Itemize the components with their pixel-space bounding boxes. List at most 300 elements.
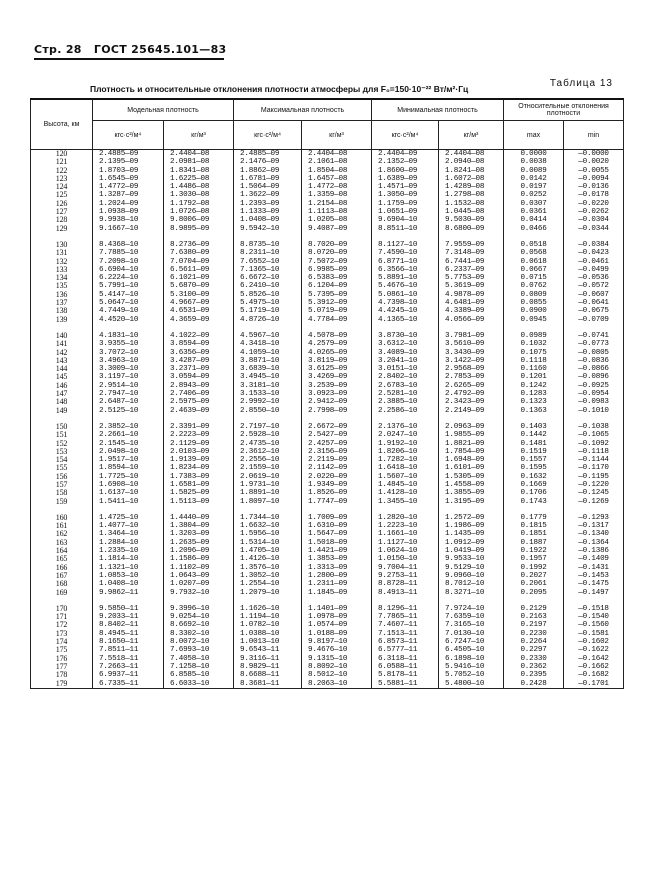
value-cell: —0.0925 (564, 382, 624, 390)
value-cell: 0.2395 (504, 671, 564, 679)
value-cell: 8.1296—11 (372, 605, 439, 613)
altitude-cell: 169 (31, 589, 93, 597)
altitude-cell: 157 (31, 481, 93, 489)
table-row (31, 349, 624, 357)
table-row (31, 605, 624, 613)
table-row (31, 663, 624, 671)
value-cell: 4.8726—10 (234, 316, 302, 324)
value-cell: 8.3271—10 (439, 589, 504, 597)
spacer-cell (164, 324, 234, 332)
value-cell: 0.1283 (504, 390, 564, 398)
value-cell: 2.7406—09 (164, 390, 234, 398)
value-cell: 7.4607—11 (372, 621, 439, 629)
value-cell: 4.6531—09 (164, 307, 234, 315)
value-cell: 7.1365—10 (234, 266, 302, 274)
altitude-cell: 162 (31, 530, 93, 538)
value-cell: 2.0940—08 (439, 158, 504, 166)
value-cell: 9.9533—10 (439, 555, 504, 563)
spacer-cell (439, 597, 504, 605)
value-cell: 1.6781—09 (234, 175, 302, 183)
value-cell: 1.3853—09 (302, 555, 372, 563)
value-cell: 8.0072—10 (164, 638, 234, 646)
value-cell: 2.6783—10 (372, 382, 439, 390)
value-cell: 9.1315—10 (302, 655, 372, 663)
altitude-cell: 158 (31, 489, 93, 497)
value-cell: —0.1642 (564, 655, 624, 663)
value-cell: 6.8585—10 (164, 671, 234, 679)
value-cell: 4.7398—10 (372, 299, 439, 307)
value-cell: 2.3885—10 (372, 398, 439, 406)
altitude-cell: 161 (31, 522, 93, 530)
value-cell: 1.2572—09 (439, 514, 504, 522)
table-row (31, 489, 624, 497)
value-cell: 8.7020—09 (302, 241, 372, 249)
col-altitude: Высота, км (31, 99, 93, 150)
altitude-cell: 173 (31, 630, 93, 638)
table-row (31, 216, 624, 224)
altitude-cell: 156 (31, 473, 93, 481)
value-cell: 1.5314—10 (234, 539, 302, 547)
gost-number: ГОСТ 25645.101—83 (93, 43, 227, 56)
value-cell: 5.1719—10 (234, 307, 302, 315)
value-cell: 9.1667—10 (93, 225, 164, 233)
altitude-cell: 168 (31, 580, 93, 588)
value-cell: 7.0130—10 (439, 630, 504, 638)
value-cell: 7.5518—11 (93, 655, 164, 663)
value-cell: 8.4945—11 (93, 630, 164, 638)
table-row (31, 530, 624, 538)
value-cell: —0.0741 (564, 332, 624, 340)
value-cell: 1.7854—09 (439, 448, 504, 456)
value-cell: 1.0574—09 (302, 621, 372, 629)
value-cell: 2.8550—10 (234, 407, 302, 415)
value-cell: 1.1814—10 (93, 555, 164, 563)
table-row (31, 175, 624, 183)
value-cell: —0.0020 (564, 158, 624, 166)
spacer-cell (439, 233, 504, 241)
value-cell: 1.8526—09 (302, 489, 372, 497)
value-cell: 1.2311—09 (302, 580, 372, 588)
spacer-cell (234, 506, 302, 514)
value-cell: 7.2098—10 (93, 258, 164, 266)
value-cell: —0.1581 (564, 630, 624, 638)
table-row (31, 522, 624, 530)
value-cell: 1.5113—09 (164, 498, 234, 506)
value-cell: 1.4440—09 (164, 514, 234, 522)
value-cell: 1.2798—08 (439, 191, 504, 199)
value-cell: —0.1386 (564, 547, 624, 555)
altitude-cell: 155 (31, 464, 93, 472)
value-cell: 9.0960—10 (439, 572, 504, 580)
value-cell: 1.3030—08 (164, 191, 234, 199)
value-cell: 1.2554—10 (234, 580, 302, 588)
value-cell: 1.0853—10 (93, 572, 164, 580)
value-cell: 2.0220—09 (302, 473, 372, 481)
value-cell: 2.0981—08 (164, 158, 234, 166)
value-cell: 2.5125—10 (93, 407, 164, 415)
value-cell: 1.6389—09 (372, 175, 439, 183)
value-cell: 1.0643—09 (164, 572, 234, 580)
altitude-cell: 167 (31, 572, 93, 580)
value-cell: 2.6672—09 (302, 423, 372, 431)
value-cell: 1.3855—09 (439, 489, 504, 497)
value-cell: 7.3148—09 (439, 249, 504, 257)
value-cell: 1.0445—08 (439, 208, 504, 216)
value-cell: 4.1022—09 (164, 332, 234, 340)
value-cell: 9.6904—10 (372, 216, 439, 224)
altitude-cell: 179 (31, 680, 93, 689)
value-cell: 1.6225—08 (164, 175, 234, 183)
value-cell: 1.2079—10 (234, 589, 302, 597)
value-cell: 2.0498—10 (93, 448, 164, 456)
table-row (31, 398, 624, 406)
value-cell: 1.1792—08 (164, 200, 234, 208)
spacer-cell (93, 506, 164, 514)
value-cell: 2.1061—08 (302, 158, 372, 166)
value-cell: 0.1992 (504, 564, 564, 572)
value-cell: —0.1092 (564, 440, 624, 448)
value-cell: 1.0651—09 (372, 208, 439, 216)
col-rel-min: min (564, 121, 624, 150)
value-cell: —0.0836 (564, 357, 624, 365)
value-cell: 6.2224—10 (93, 274, 164, 282)
spacer-cell (302, 233, 372, 241)
value-cell: —0.0094 (564, 175, 624, 183)
table-row (31, 183, 624, 191)
value-cell: 8.2063—10 (302, 680, 372, 689)
value-cell: 2.2661—10 (93, 431, 164, 439)
table-row (31, 407, 624, 415)
value-cell: 1.0207—09 (164, 580, 234, 588)
value-cell: 1.8703—09 (93, 167, 164, 175)
value-cell: 0.0252 (504, 191, 564, 199)
value-cell: 1.5607—10 (372, 473, 439, 481)
value-cell: 9.5129—10 (439, 564, 504, 572)
table-row (31, 307, 624, 315)
value-cell: 1.2820—10 (372, 514, 439, 522)
value-cell: 6.7335—11 (93, 680, 164, 689)
value-cell: 0.1403 (504, 423, 564, 431)
value-cell: 2.1142—09 (302, 464, 372, 472)
value-cell: 6.9985—09 (302, 266, 372, 274)
value-cell: —0.0709 (564, 316, 624, 324)
value-cell: 9.3116—11 (234, 655, 302, 663)
value-cell: 2.0103—09 (164, 448, 234, 456)
table-row (31, 646, 624, 654)
table-row (31, 589, 624, 597)
value-cell: 7.0704—09 (164, 258, 234, 266)
value-cell: 6.2337—09 (439, 266, 504, 274)
value-cell: 9.0254—10 (164, 613, 234, 621)
altitude-cell: 123 (31, 175, 93, 183)
value-cell: 7.8511—11 (93, 646, 164, 654)
altitude-cell: 164 (31, 547, 93, 555)
value-cell: —0.1622 (564, 646, 624, 654)
value-cell: 1.8241—08 (439, 167, 504, 175)
value-cell: 1.8234—09 (164, 464, 234, 472)
value-cell: 1.4705—10 (234, 547, 302, 555)
value-cell: 5.0719—09 (302, 307, 372, 315)
value-cell: 1.5825—09 (164, 489, 234, 497)
value-cell: 3.8594—09 (164, 340, 234, 348)
value-cell: 7.9724—10 (439, 605, 504, 613)
col-rel: Относительные отклонения плотности (504, 99, 624, 121)
spacer-cell (564, 324, 624, 332)
value-cell: 1.6137—10 (93, 489, 164, 497)
value-cell: 1.2800—09 (302, 572, 372, 580)
value-cell: 0.1481 (504, 440, 564, 448)
value-cell: 2.2149—09 (439, 407, 504, 415)
value-cell: —0.0805 (564, 349, 624, 357)
group-spacer (31, 415, 624, 423)
value-cell: 1.0978—09 (302, 613, 372, 621)
spacer-cell (439, 506, 504, 514)
value-cell: 9.2753—11 (372, 572, 439, 580)
value-cell: 4.5967—10 (234, 332, 302, 340)
value-cell: 0.2163 (504, 613, 564, 621)
altitude-cell: 154 (31, 456, 93, 464)
table-row (31, 266, 624, 274)
value-cell: 1.1661—10 (372, 530, 439, 538)
spacer-cell (302, 324, 372, 332)
value-cell: 3.3181—10 (234, 382, 302, 390)
value-cell: 1.4845—10 (372, 481, 439, 489)
value-cell: 7.6359—10 (439, 613, 504, 621)
value-cell: 9.9862—11 (93, 589, 164, 597)
value-cell: 0.0197 (504, 183, 564, 191)
value-cell: 0.1632 (504, 473, 564, 481)
value-cell: 1.1586—09 (164, 555, 234, 563)
value-cell: 3.4945—10 (234, 373, 302, 381)
unit-kg: кг/м³ (164, 121, 234, 150)
table-body (31, 150, 624, 689)
value-cell: 0.0307 (504, 200, 564, 208)
value-cell: 0.0142 (504, 175, 564, 183)
altitude-cell: 143 (31, 357, 93, 365)
altitude-cell: 163 (31, 539, 93, 547)
value-cell: 0.1201 (504, 373, 564, 381)
unit-kg: кг/м³ (439, 121, 504, 150)
value-cell: 4.0566—09 (439, 316, 504, 324)
value-cell: 5.8891—10 (372, 274, 439, 282)
value-cell: 2.2556—10 (234, 456, 302, 464)
table-row (31, 638, 624, 646)
value-cell: 0.1032 (504, 340, 564, 348)
altitude-cell: 170 (31, 605, 93, 613)
value-cell: —0.1317 (564, 522, 624, 530)
value-cell: —0.1364 (564, 539, 624, 547)
altitude-cell: 121 (31, 158, 93, 166)
altitude-cell: 131 (31, 249, 93, 257)
value-cell: 3.1197—10 (93, 373, 164, 381)
value-cell: 1.4772—08 (302, 183, 372, 191)
value-cell: 6.4505—10 (439, 646, 504, 654)
value-cell: 1.2635—09 (164, 539, 234, 547)
value-cell: 1.8821—09 (439, 440, 504, 448)
value-cell: 3.7072—10 (93, 349, 164, 357)
value-cell: 1.1845—09 (302, 589, 372, 597)
table-row (31, 357, 624, 365)
value-cell: 1.3576—10 (234, 564, 302, 572)
col-max: Максимальная плотность (234, 99, 372, 121)
table-row (31, 473, 624, 481)
table-row (31, 498, 624, 506)
value-cell: 8.1650—11 (93, 638, 164, 646)
altitude-cell: 135 (31, 282, 93, 290)
value-cell: 4.7784—09 (302, 316, 372, 324)
table-label: Таблица 13 (549, 78, 613, 89)
altitude-cell: 125 (31, 191, 93, 199)
value-cell: 0.0038 (504, 158, 564, 166)
value-cell: 2.2586—10 (372, 407, 439, 415)
value-cell: 2.4639—09 (164, 407, 234, 415)
value-cell: 7.9559—09 (439, 241, 504, 249)
value-cell: 0.1557 (504, 456, 564, 464)
value-cell: 1.6545—09 (93, 175, 164, 183)
value-cell: 9.5942—10 (234, 225, 302, 233)
value-cell: —0.0536 (564, 274, 624, 282)
value-cell: 8.2736—09 (164, 241, 234, 249)
value-cell: 1.9192—10 (372, 440, 439, 448)
value-cell: 5.8526—10 (234, 291, 302, 299)
value-cell: 3.1533—10 (234, 390, 302, 398)
value-cell: 6.1204—09 (302, 282, 372, 290)
table-row (31, 332, 624, 340)
value-cell: 5.0647—10 (93, 299, 164, 307)
value-cell: 5.4975—10 (234, 299, 302, 307)
value-cell: 2.5928—10 (234, 431, 302, 439)
value-cell: 9.5030—09 (439, 216, 504, 224)
value-cell: 0.0900 (504, 307, 564, 315)
value-cell: —0.1220 (564, 481, 624, 489)
value-cell: 2.5975—09 (164, 398, 234, 406)
value-cell: 6.2410—10 (234, 282, 302, 290)
altitude-cell: 171 (31, 613, 93, 621)
value-cell: 0.1706 (504, 489, 564, 497)
value-cell: 1.0408—09 (234, 216, 302, 224)
altitude-cell: 120 (31, 150, 93, 159)
group-spacer (31, 597, 624, 605)
value-cell: 0.1075 (504, 349, 564, 357)
value-cell: 1.3050—09 (372, 191, 439, 199)
value-cell: 2.0247—10 (372, 431, 439, 439)
value-cell: 1.6581—09 (164, 481, 234, 489)
spacer-cell (234, 415, 302, 423)
value-cell: 3.4287—09 (164, 357, 234, 365)
value-cell: 0.1442 (504, 431, 564, 439)
value-cell: 1.1626—10 (234, 605, 302, 613)
value-cell: 1.9349—09 (302, 481, 372, 489)
value-cell: 8.6800—09 (439, 225, 504, 233)
value-cell: 1.8600—09 (372, 167, 439, 175)
value-cell: 1.5018—09 (302, 539, 372, 547)
table-row (31, 481, 624, 489)
altitude-cell: 174 (31, 638, 93, 646)
value-cell: 0.1160 (504, 365, 564, 373)
altitude-cell: 148 (31, 398, 93, 406)
value-cell: 1.3052—10 (234, 572, 302, 580)
value-cell: 2.2223—09 (164, 431, 234, 439)
value-cell: 9.8006—09 (164, 216, 234, 224)
value-cell: 6.5777—11 (372, 646, 439, 654)
value-cell: —0.0866 (564, 365, 624, 373)
value-cell: 7.6552—10 (234, 258, 302, 266)
value-cell: 3.0151—10 (372, 365, 439, 373)
value-cell: 2.4404—08 (439, 150, 504, 159)
value-cell: 2.0619—10 (234, 473, 302, 481)
value-cell: 0.2197 (504, 621, 564, 629)
table-row (31, 431, 624, 439)
value-cell: 1.4571—09 (372, 183, 439, 191)
table-row (31, 630, 624, 638)
value-cell: 0.1519 (504, 448, 564, 456)
spacer-cell (164, 233, 234, 241)
value-cell: 6.3566—10 (372, 266, 439, 274)
value-cell: —0.1409 (564, 555, 624, 563)
value-cell: 9.4087—09 (302, 225, 372, 233)
value-cell: 0.2129 (504, 605, 564, 613)
value-cell: 2.1352—09 (372, 158, 439, 166)
page-number: Стр. 28 (34, 43, 82, 56)
value-cell: —0.0262 (564, 208, 624, 216)
value-cell: 2.7853—09 (439, 373, 504, 381)
value-cell: 0.1669 (504, 481, 564, 489)
value-cell: 2.9992—10 (234, 398, 302, 406)
value-cell: 3.4089—10 (372, 349, 439, 357)
value-cell: 8.9895—09 (164, 225, 234, 233)
value-cell: 6.6033—10 (164, 680, 234, 689)
table-row (31, 150, 624, 159)
value-cell: 1.0408—10 (93, 580, 164, 588)
value-cell: 3.3430—09 (439, 349, 504, 357)
value-cell: 6.8771—10 (372, 258, 439, 266)
value-cell: 1.9517—10 (93, 456, 164, 464)
value-cell: 1.1759—09 (372, 200, 439, 208)
spacer-cell (93, 233, 164, 241)
altitude-cell: 142 (31, 349, 93, 357)
value-cell: 2.1476—09 (234, 158, 302, 166)
value-cell: 8.1127—10 (372, 241, 439, 249)
table-row (31, 241, 624, 249)
value-cell: 1.2335—10 (93, 547, 164, 555)
table-row (31, 158, 624, 166)
value-cell: 5.7753—09 (439, 274, 504, 282)
value-cell: 2.5427—09 (302, 431, 372, 439)
unit-kgs: кгс·с²/м⁴ (93, 121, 164, 150)
value-cell: 1.1321—10 (93, 564, 164, 572)
value-cell: 1.8504—08 (302, 167, 372, 175)
value-cell: 1.3464—10 (93, 530, 164, 538)
value-cell: 1.2154—08 (302, 200, 372, 208)
value-cell: 1.4772—09 (93, 183, 164, 191)
table-row (31, 440, 624, 448)
value-cell: —0.1701 (564, 680, 624, 689)
header-rule (34, 58, 224, 60)
value-cell: 5.6870—09 (164, 282, 234, 290)
table-row (31, 423, 624, 431)
value-cell: 1.1986—09 (439, 522, 504, 530)
value-cell: —0.0499 (564, 266, 624, 274)
value-cell: 2.4257—09 (302, 440, 372, 448)
value-cell: 7.7885—10 (93, 249, 164, 257)
value-cell: 1.8594—10 (93, 464, 164, 472)
value-cell: 1.1401—09 (302, 605, 372, 613)
value-cell: 8.8092—10 (302, 663, 372, 671)
value-cell: 1.8097—10 (234, 498, 302, 506)
value-cell: 9.5850—11 (93, 605, 164, 613)
altitude-cell: 146 (31, 382, 93, 390)
value-cell: —0.0983 (564, 398, 624, 406)
